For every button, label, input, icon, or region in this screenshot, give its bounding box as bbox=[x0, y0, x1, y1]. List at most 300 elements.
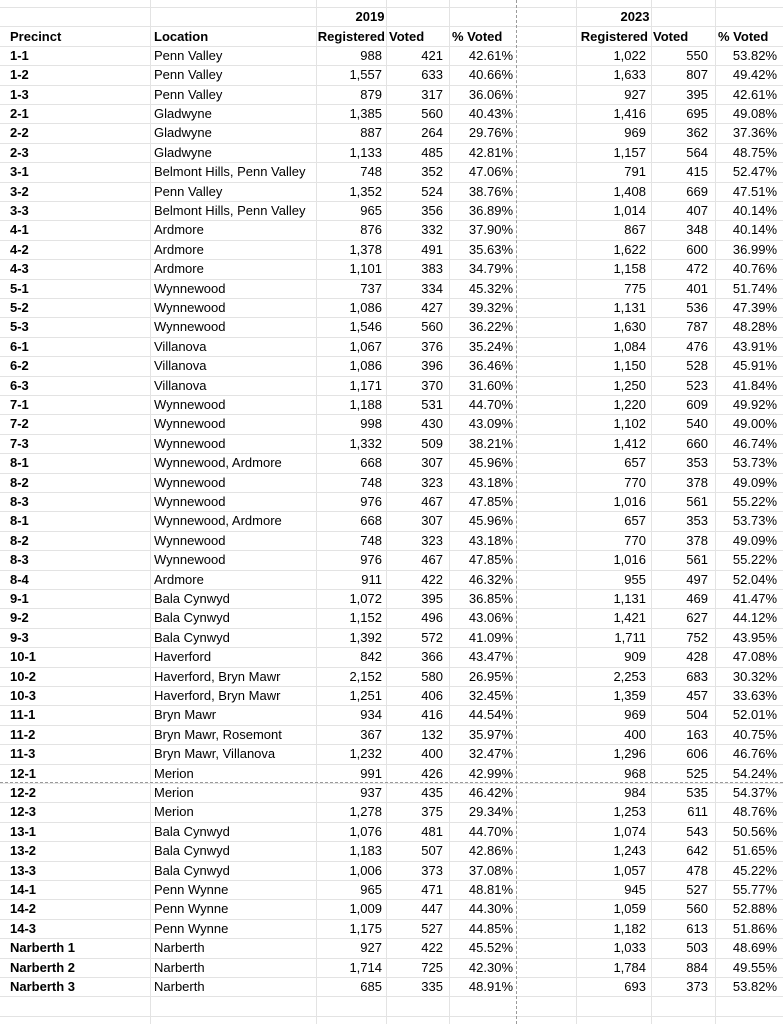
location-cell[interactable]: Narberth bbox=[154, 940, 205, 956]
location-cell[interactable]: Ardmore bbox=[154, 261, 204, 277]
location-cell[interactable]: Belmont Hills, Penn Valley bbox=[154, 203, 306, 218]
voted-2023-cell[interactable]: 613 bbox=[686, 920, 708, 936]
voted-2023-cell[interactable]: 378 bbox=[686, 532, 708, 548]
registered-2019-cell[interactable]: 1,086 bbox=[349, 358, 382, 374]
pct-2019-cell[interactable]: 42.86% bbox=[468, 843, 513, 859]
location-cell[interactable]: Wynnewood bbox=[154, 416, 226, 432]
location-cell[interactable]: Haverford, Bryn Mawr bbox=[154, 688, 281, 703]
registered-2019-cell[interactable]: 1,006 bbox=[349, 862, 382, 878]
location-cell[interactable]: Bala Cynwyd bbox=[154, 591, 230, 606]
pct-2023-cell[interactable]: 48.69% bbox=[732, 940, 777, 956]
pct-2019-cell[interactable]: 43.06% bbox=[468, 610, 513, 626]
registered-2023-cell[interactable]: 775 bbox=[624, 280, 646, 296]
voted-2019-cell[interactable]: 430 bbox=[421, 416, 443, 432]
registered-2019-cell[interactable]: 879 bbox=[360, 86, 382, 102]
precinct-cell[interactable]: 12-1 bbox=[10, 765, 37, 781]
registered-2023-cell[interactable]: 1,074 bbox=[613, 823, 646, 839]
registered-2019-cell[interactable]: 842 bbox=[360, 649, 382, 665]
registered-2019-cell[interactable]: 1,332 bbox=[349, 435, 382, 451]
registered-2019-cell[interactable]: 748 bbox=[360, 164, 382, 180]
voted-2019-cell[interactable]: 307 bbox=[421, 513, 443, 529]
voted-2023-cell[interactable]: 472 bbox=[686, 261, 708, 277]
header-registered-2023[interactable]: Registered bbox=[580, 28, 648, 44]
voted-2019-cell[interactable]: 406 bbox=[421, 688, 443, 703]
registered-2023-cell[interactable]: 969 bbox=[624, 125, 646, 141]
voted-2019-cell[interactable]: 323 bbox=[421, 532, 443, 548]
voted-2019-cell[interactable]: 307 bbox=[421, 455, 443, 471]
location-cell[interactable]: Villanova bbox=[154, 358, 207, 374]
precinct-cell[interactable]: 8-1 bbox=[10, 513, 29, 529]
registered-2023-cell[interactable]: 909 bbox=[624, 649, 646, 665]
registered-2019-cell[interactable]: 1,072 bbox=[349, 591, 382, 606]
pct-2023-cell[interactable]: 50.56% bbox=[732, 823, 777, 839]
precinct-cell[interactable]: 1-1 bbox=[10, 47, 29, 63]
location-cell[interactable]: Ardmore bbox=[154, 222, 204, 238]
location-cell[interactable]: Gladwyne bbox=[154, 106, 212, 121]
header-location[interactable]: Location bbox=[154, 28, 209, 44]
precinct-cell[interactable]: 13-1 bbox=[10, 823, 37, 839]
voted-2023-cell[interactable]: 627 bbox=[686, 610, 708, 626]
pct-2019-cell[interactable]: 42.30% bbox=[468, 959, 513, 975]
registered-2019-cell[interactable]: 1,086 bbox=[349, 300, 382, 315]
voted-2019-cell[interactable]: 725 bbox=[421, 959, 443, 975]
pct-2019-cell[interactable]: 46.42% bbox=[468, 785, 513, 800]
registered-2019-cell[interactable]: 668 bbox=[360, 455, 382, 471]
registered-2023-cell[interactable]: 1,022 bbox=[613, 47, 646, 63]
header-voted-2019[interactable]: Voted bbox=[389, 28, 425, 44]
registered-2019-cell[interactable]: 1,133 bbox=[349, 144, 382, 160]
voted-2023-cell[interactable]: 353 bbox=[686, 513, 708, 529]
voted-2023-cell[interactable]: 476 bbox=[686, 338, 708, 354]
pct-2023-cell[interactable]: 55.77% bbox=[732, 882, 777, 897]
voted-2019-cell[interactable]: 366 bbox=[421, 649, 443, 665]
registered-2019-cell[interactable]: 1,152 bbox=[349, 610, 382, 626]
pct-2023-cell[interactable]: 55.22% bbox=[732, 552, 777, 568]
location-cell[interactable]: Merion bbox=[154, 765, 194, 781]
registered-2023-cell[interactable]: 1,711 bbox=[614, 629, 646, 645]
pct-2023-cell[interactable]: 43.91% bbox=[732, 338, 777, 354]
registered-2023-cell[interactable]: 927 bbox=[624, 86, 646, 102]
voted-2023-cell[interactable]: 669 bbox=[686, 183, 708, 199]
voted-2023-cell[interactable]: 469 bbox=[686, 591, 708, 606]
pct-2019-cell[interactable]: 38.76% bbox=[468, 183, 513, 199]
voted-2023-cell[interactable]: 415 bbox=[686, 164, 708, 180]
voted-2023-cell[interactable]: 660 bbox=[686, 435, 708, 451]
registered-2023-cell[interactable]: 867 bbox=[624, 222, 646, 238]
precinct-cell[interactable]: Narberth 3 bbox=[10, 979, 76, 994]
precinct-cell[interactable]: 4-1 bbox=[10, 222, 29, 238]
voted-2019-cell[interactable]: 527 bbox=[421, 920, 443, 936]
registered-2019-cell[interactable]: 685 bbox=[360, 979, 382, 994]
voted-2023-cell[interactable]: 528 bbox=[686, 358, 708, 374]
pct-2023-cell[interactable]: 49.09% bbox=[732, 532, 777, 548]
header-pct-2019[interactable]: % Voted bbox=[452, 28, 503, 44]
voted-2023-cell[interactable]: 401 bbox=[686, 280, 708, 296]
registered-2023-cell[interactable]: 400 bbox=[624, 726, 646, 742]
precinct-cell[interactable]: 3-1 bbox=[10, 164, 29, 180]
year-2019[interactable]: 2019 bbox=[355, 9, 385, 24]
pct-2023-cell[interactable]: 45.91% bbox=[732, 358, 777, 374]
precinct-cell[interactable]: 9-1 bbox=[10, 591, 29, 606]
precinct-cell[interactable]: 11-3 bbox=[10, 746, 36, 762]
pct-2023-cell[interactable]: 49.09% bbox=[732, 474, 777, 490]
pct-2023-cell[interactable]: 36.99% bbox=[732, 241, 777, 257]
voted-2023-cell[interactable]: 543 bbox=[686, 823, 708, 839]
voted-2019-cell[interactable]: 427 bbox=[421, 300, 443, 315]
location-cell[interactable]: Narberth bbox=[154, 959, 205, 975]
voted-2023-cell[interactable]: 642 bbox=[686, 843, 708, 859]
location-cell[interactable]: Wynnewood, Ardmore bbox=[154, 455, 282, 471]
precinct-cell[interactable]: 14-3 bbox=[10, 920, 37, 936]
registered-2023-cell[interactable]: 1,059 bbox=[613, 901, 646, 917]
registered-2023-cell[interactable]: 1,250 bbox=[613, 377, 646, 393]
registered-2023-cell[interactable]: 945 bbox=[624, 882, 646, 897]
pct-2019-cell[interactable]: 36.85% bbox=[468, 591, 513, 606]
location-cell[interactable]: Bryn Mawr, Rosemont bbox=[154, 726, 282, 742]
voted-2023-cell[interactable]: 497 bbox=[686, 571, 708, 587]
voted-2019-cell[interactable]: 422 bbox=[421, 571, 443, 587]
registered-2023-cell[interactable]: 1,412 bbox=[613, 435, 646, 451]
precinct-cell[interactable]: 8-3 bbox=[10, 552, 29, 568]
pct-2019-cell[interactable]: 47.06% bbox=[468, 164, 513, 180]
voted-2019-cell[interactable]: 332 bbox=[421, 222, 443, 238]
voted-2023-cell[interactable]: 523 bbox=[686, 377, 708, 393]
registered-2019-cell[interactable]: 1,557 bbox=[349, 67, 382, 83]
precinct-cell[interactable]: 3-3 bbox=[10, 203, 29, 218]
voted-2023-cell[interactable]: 525 bbox=[686, 765, 708, 781]
voted-2023-cell[interactable]: 407 bbox=[686, 203, 708, 218]
registered-2023-cell[interactable]: 1,416 bbox=[613, 106, 646, 121]
pct-2023-cell[interactable]: 33.63% bbox=[732, 688, 777, 703]
voted-2019-cell[interactable]: 481 bbox=[421, 823, 443, 839]
pct-2023-cell[interactable]: 40.76% bbox=[732, 261, 777, 277]
voted-2019-cell[interactable]: 356 bbox=[421, 203, 443, 218]
precinct-cell[interactable]: 8-4 bbox=[10, 571, 29, 587]
registered-2023-cell[interactable]: 657 bbox=[624, 513, 646, 529]
pct-2019-cell[interactable]: 32.47% bbox=[468, 746, 513, 762]
pct-2019-cell[interactable]: 46.32% bbox=[468, 571, 513, 587]
voted-2023-cell[interactable]: 611 bbox=[687, 804, 708, 820]
voted-2019-cell[interactable]: 375 bbox=[421, 804, 443, 820]
voted-2019-cell[interactable]: 471 bbox=[421, 882, 443, 897]
pct-2019-cell[interactable]: 35.97% bbox=[468, 726, 513, 742]
precinct-cell[interactable]: 5-1 bbox=[10, 280, 29, 296]
registered-2019-cell[interactable]: 934 bbox=[360, 707, 382, 723]
pct-2019-cell[interactable]: 47.85% bbox=[468, 552, 513, 568]
voted-2019-cell[interactable]: 496 bbox=[421, 610, 443, 626]
pct-2023-cell[interactable]: 52.04% bbox=[732, 571, 777, 587]
voted-2023-cell[interactable]: 600 bbox=[686, 241, 708, 257]
location-cell[interactable]: Wynnewood, Ardmore bbox=[154, 513, 282, 529]
registered-2023-cell[interactable]: 1,253 bbox=[613, 804, 646, 820]
pct-2019-cell[interactable]: 36.89% bbox=[468, 203, 513, 218]
pct-2019-cell[interactable]: 45.96% bbox=[468, 455, 513, 471]
precinct-cell[interactable]: 13-3 bbox=[10, 862, 37, 878]
pct-2019-cell[interactable]: 45.32% bbox=[468, 280, 513, 296]
pct-2019-cell[interactable]: 42.99% bbox=[468, 765, 513, 781]
pct-2019-cell[interactable]: 45.96% bbox=[468, 513, 513, 529]
pct-2019-cell[interactable]: 40.43% bbox=[468, 106, 513, 121]
voted-2023-cell[interactable]: 373 bbox=[686, 979, 708, 994]
voted-2019-cell[interactable]: 560 bbox=[421, 106, 443, 121]
voted-2023-cell[interactable]: 503 bbox=[686, 940, 708, 956]
voted-2023-cell[interactable]: 457 bbox=[686, 688, 708, 703]
pct-2023-cell[interactable]: 49.55% bbox=[732, 959, 777, 975]
pct-2023-cell[interactable]: 40.14% bbox=[732, 203, 777, 218]
registered-2019-cell[interactable]: 1,385 bbox=[349, 106, 382, 121]
registered-2019-cell[interactable]: 2,152 bbox=[349, 668, 382, 684]
precinct-cell[interactable]: 12-2 bbox=[10, 785, 37, 800]
registered-2019-cell[interactable]: 737 bbox=[360, 280, 382, 296]
pct-2019-cell[interactable]: 44.70% bbox=[468, 823, 513, 839]
voted-2019-cell[interactable]: 416 bbox=[421, 707, 443, 723]
location-cell[interactable]: Bala Cynwyd bbox=[154, 823, 230, 839]
registered-2023-cell[interactable]: 984 bbox=[624, 785, 646, 800]
header-precinct[interactable]: Precinct bbox=[10, 28, 62, 44]
registered-2019-cell[interactable]: 668 bbox=[360, 513, 382, 529]
registered-2019-cell[interactable]: 998 bbox=[360, 416, 382, 432]
registered-2019-cell[interactable]: 1,392 bbox=[349, 629, 382, 645]
voted-2023-cell[interactable]: 536 bbox=[686, 300, 708, 315]
voted-2019-cell[interactable]: 373 bbox=[421, 862, 443, 878]
pct-2023-cell[interactable]: 53.73% bbox=[732, 455, 777, 471]
precinct-cell[interactable]: 1-2 bbox=[10, 67, 29, 83]
pct-2023-cell[interactable]: 41.84% bbox=[732, 377, 777, 393]
registered-2023-cell[interactable]: 1,359 bbox=[613, 688, 646, 703]
voted-2023-cell[interactable]: 884 bbox=[686, 959, 708, 975]
location-cell[interactable]: Wynnewood bbox=[154, 494, 226, 509]
pct-2019-cell[interactable]: 29.34% bbox=[468, 804, 513, 820]
precinct-cell[interactable]: 9-2 bbox=[10, 610, 29, 626]
pct-2023-cell[interactable]: 52.47% bbox=[732, 164, 777, 180]
pct-2019-cell[interactable]: 48.91% bbox=[468, 979, 513, 994]
registered-2023-cell[interactable]: 770 bbox=[624, 474, 646, 490]
voted-2023-cell[interactable]: 378 bbox=[686, 474, 708, 490]
voted-2019-cell[interactable]: 633 bbox=[421, 67, 443, 83]
registered-2023-cell[interactable]: 1,421 bbox=[613, 610, 646, 626]
pct-2019-cell[interactable]: 31.60% bbox=[468, 377, 513, 393]
registered-2023-cell[interactable]: 1,296 bbox=[613, 746, 646, 762]
pct-2019-cell[interactable]: 37.90% bbox=[468, 222, 513, 238]
pct-2023-cell[interactable]: 49.00% bbox=[732, 416, 777, 432]
header-registered-2019[interactable]: Registered bbox=[317, 28, 385, 44]
registered-2019-cell[interactable]: 367 bbox=[360, 726, 382, 742]
pct-2019-cell[interactable]: 41.09% bbox=[468, 629, 513, 645]
pct-2019-cell[interactable]: 38.21% bbox=[468, 435, 513, 451]
location-cell[interactable]: Merion bbox=[154, 804, 194, 820]
voted-2023-cell[interactable]: 807 bbox=[686, 67, 708, 83]
registered-2019-cell[interactable]: 887 bbox=[360, 125, 382, 141]
pct-2023-cell[interactable]: 42.61% bbox=[732, 86, 777, 102]
voted-2019-cell[interactable]: 507 bbox=[421, 843, 443, 859]
location-cell[interactable]: Haverford, Bryn Mawr bbox=[154, 668, 281, 684]
pct-2019-cell[interactable]: 39.32% bbox=[468, 300, 513, 315]
location-cell[interactable]: Bala Cynwyd bbox=[154, 629, 230, 645]
pct-2023-cell[interactable]: 52.88% bbox=[732, 901, 777, 917]
voted-2023-cell[interactable]: 787 bbox=[686, 319, 708, 335]
voted-2019-cell[interactable]: 422 bbox=[421, 940, 443, 956]
pct-2023-cell[interactable]: 54.24% bbox=[732, 765, 777, 781]
registered-2023-cell[interactable]: 1,243 bbox=[613, 843, 646, 859]
voted-2019-cell[interactable]: 421 bbox=[421, 47, 443, 63]
location-cell[interactable]: Penn Valley bbox=[154, 183, 223, 199]
pct-2023-cell[interactable]: 48.28% bbox=[732, 319, 777, 335]
voted-2023-cell[interactable]: 561 bbox=[686, 494, 708, 509]
registered-2019-cell[interactable]: 976 bbox=[360, 494, 382, 509]
voted-2019-cell[interactable]: 435 bbox=[421, 785, 443, 800]
voted-2023-cell[interactable]: 695 bbox=[686, 106, 708, 121]
year-2023[interactable]: 2023 bbox=[620, 9, 650, 24]
precinct-cell[interactable]: 8-3 bbox=[10, 494, 29, 509]
voted-2019-cell[interactable]: 376 bbox=[421, 338, 443, 354]
voted-2023-cell[interactable]: 550 bbox=[686, 47, 708, 63]
voted-2023-cell[interactable]: 540 bbox=[686, 416, 708, 432]
location-cell[interactable]: Wynnewood bbox=[154, 280, 226, 296]
location-cell[interactable]: Bala Cynwyd bbox=[154, 843, 230, 859]
registered-2019-cell[interactable]: 1,076 bbox=[349, 823, 382, 839]
voted-2019-cell[interactable]: 317 bbox=[421, 86, 443, 102]
registered-2019-cell[interactable]: 1,183 bbox=[349, 843, 382, 859]
voted-2023-cell[interactable]: 395 bbox=[686, 86, 708, 102]
registered-2023-cell[interactable]: 1,150 bbox=[613, 358, 646, 374]
pct-2019-cell[interactable]: 43.18% bbox=[468, 532, 513, 548]
header-pct-2023[interactable]: % Voted bbox=[718, 28, 769, 44]
registered-2023-cell[interactable]: 1,182 bbox=[613, 920, 646, 936]
registered-2019-cell[interactable]: 1,101 bbox=[349, 261, 382, 277]
precinct-cell[interactable]: Narberth 1 bbox=[10, 940, 76, 956]
location-cell[interactable]: Villanova bbox=[154, 338, 207, 354]
registered-2023-cell[interactable]: 1,784 bbox=[613, 959, 646, 975]
voted-2023-cell[interactable]: 527 bbox=[686, 882, 708, 897]
voted-2019-cell[interactable]: 400 bbox=[421, 746, 443, 762]
voted-2023-cell[interactable]: 752 bbox=[686, 629, 708, 645]
pct-2023-cell[interactable]: 46.74% bbox=[732, 435, 777, 451]
registered-2023-cell[interactable]: 1,016 bbox=[613, 552, 646, 568]
location-cell[interactable]: Ardmore bbox=[154, 571, 204, 587]
registered-2019-cell[interactable]: 1,378 bbox=[349, 241, 382, 257]
registered-2019-cell[interactable]: 1,546 bbox=[349, 319, 382, 335]
location-cell[interactable]: Penn Wynne bbox=[154, 882, 229, 897]
pct-2023-cell[interactable]: 45.22% bbox=[732, 862, 777, 878]
pct-2023-cell[interactable]: 41.47% bbox=[732, 591, 777, 606]
registered-2019-cell[interactable]: 1,278 bbox=[349, 804, 382, 820]
registered-2023-cell[interactable]: 1,014 bbox=[613, 203, 646, 218]
pct-2023-cell[interactable]: 53.82% bbox=[732, 979, 777, 994]
registered-2019-cell[interactable]: 1,232 bbox=[349, 746, 382, 762]
registered-2023-cell[interactable]: 1,408 bbox=[613, 183, 646, 199]
registered-2019-cell[interactable]: 988 bbox=[360, 47, 382, 63]
voted-2019-cell[interactable]: 335 bbox=[421, 979, 443, 994]
location-cell[interactable]: Wynnewood bbox=[154, 397, 226, 412]
pct-2019-cell[interactable]: 35.24% bbox=[468, 338, 513, 354]
voted-2019-cell[interactable]: 370 bbox=[421, 377, 443, 393]
voted-2023-cell[interactable]: 609 bbox=[686, 397, 708, 412]
location-cell[interactable]: Penn Valley bbox=[154, 47, 223, 63]
precinct-cell[interactable]: 14-2 bbox=[10, 901, 37, 917]
voted-2023-cell[interactable]: 428 bbox=[686, 649, 708, 665]
precinct-cell[interactable]: 2-3 bbox=[10, 144, 29, 160]
pct-2019-cell[interactable]: 36.06% bbox=[468, 86, 513, 102]
registered-2023-cell[interactable]: 1,102 bbox=[613, 416, 646, 432]
precinct-cell[interactable]: 8-2 bbox=[10, 474, 29, 490]
location-cell[interactable]: Belmont Hills, Penn Valley bbox=[154, 164, 306, 180]
voted-2023-cell[interactable]: 564 bbox=[686, 144, 708, 160]
registered-2019-cell[interactable]: 1,188 bbox=[349, 397, 382, 412]
voted-2023-cell[interactable]: 606 bbox=[686, 746, 708, 762]
precinct-cell[interactable]: 11-1 bbox=[10, 707, 36, 723]
precinct-cell[interactable]: 6-3 bbox=[10, 377, 29, 393]
voted-2019-cell[interactable]: 352 bbox=[421, 164, 443, 180]
pct-2023-cell[interactable]: 46.76% bbox=[732, 746, 777, 762]
registered-2023-cell[interactable]: 1,622 bbox=[613, 241, 646, 257]
registered-2019-cell[interactable]: 1,251 bbox=[349, 688, 382, 703]
pct-2023-cell[interactable]: 49.42% bbox=[732, 67, 777, 83]
registered-2019-cell[interactable]: 1,175 bbox=[349, 920, 382, 936]
pct-2019-cell[interactable]: 32.45% bbox=[468, 688, 513, 703]
precinct-cell[interactable]: 2-2 bbox=[10, 125, 29, 141]
voted-2023-cell[interactable]: 348 bbox=[686, 222, 708, 238]
precinct-cell[interactable]: 4-3 bbox=[10, 261, 29, 277]
registered-2019-cell[interactable]: 748 bbox=[360, 532, 382, 548]
precinct-cell[interactable]: 11-2 bbox=[10, 726, 36, 742]
precinct-cell[interactable]: 10-2 bbox=[10, 668, 37, 684]
location-cell[interactable]: Gladwyne bbox=[154, 125, 212, 141]
location-cell[interactable]: Narberth bbox=[154, 979, 205, 994]
registered-2023-cell[interactable]: 1,158 bbox=[613, 261, 646, 277]
pct-2023-cell[interactable]: 53.73% bbox=[732, 513, 777, 529]
registered-2023-cell[interactable]: 791 bbox=[624, 164, 646, 180]
registered-2019-cell[interactable]: 1,352 bbox=[349, 183, 382, 199]
pct-2019-cell[interactable]: 44.85% bbox=[468, 920, 513, 936]
pct-2023-cell[interactable]: 51.74% bbox=[732, 280, 777, 296]
pct-2019-cell[interactable]: 44.30% bbox=[468, 901, 513, 917]
pct-2019-cell[interactable]: 47.85% bbox=[468, 494, 513, 509]
location-cell[interactable]: Penn Wynne bbox=[154, 920, 229, 936]
registered-2023-cell[interactable]: 955 bbox=[624, 571, 646, 587]
pct-2019-cell[interactable]: 37.08% bbox=[468, 862, 513, 878]
voted-2019-cell[interactable]: 580 bbox=[421, 668, 443, 684]
voted-2019-cell[interactable]: 560 bbox=[421, 319, 443, 335]
precinct-cell[interactable]: 4-2 bbox=[10, 241, 29, 257]
registered-2019-cell[interactable]: 911 bbox=[361, 571, 382, 587]
registered-2023-cell[interactable]: 1,057 bbox=[613, 862, 646, 878]
voted-2023-cell[interactable]: 683 bbox=[686, 668, 708, 684]
registered-2019-cell[interactable]: 937 bbox=[360, 785, 382, 800]
pct-2019-cell[interactable]: 34.79% bbox=[468, 261, 513, 277]
voted-2019-cell[interactable]: 395 bbox=[421, 591, 443, 606]
pct-2019-cell[interactable]: 26.95% bbox=[468, 668, 513, 684]
precinct-cell[interactable]: 7-1 bbox=[10, 397, 29, 412]
precinct-cell[interactable]: 10-3 bbox=[10, 688, 37, 703]
registered-2023-cell[interactable]: 969 bbox=[624, 707, 646, 723]
pct-2023-cell[interactable]: 53.82% bbox=[732, 47, 777, 63]
voted-2019-cell[interactable]: 485 bbox=[421, 144, 443, 160]
location-cell[interactable]: Wynnewood bbox=[154, 474, 226, 490]
registered-2019-cell[interactable]: 748 bbox=[360, 474, 382, 490]
registered-2023-cell[interactable]: 770 bbox=[624, 532, 646, 548]
location-cell[interactable]: Bala Cynwyd bbox=[154, 862, 230, 878]
location-cell[interactable]: Wynnewood bbox=[154, 319, 226, 335]
registered-2019-cell[interactable]: 927 bbox=[360, 940, 382, 956]
pct-2023-cell[interactable]: 48.75% bbox=[732, 144, 777, 160]
voted-2019-cell[interactable]: 467 bbox=[421, 552, 443, 568]
registered-2019-cell[interactable]: 876 bbox=[360, 222, 382, 238]
pct-2019-cell[interactable]: 35.63% bbox=[468, 241, 513, 257]
location-cell[interactable]: Bryn Mawr bbox=[154, 707, 217, 723]
precinct-cell[interactable]: 12-3 bbox=[10, 804, 37, 820]
pct-2023-cell[interactable]: 47.39% bbox=[732, 300, 777, 315]
precinct-cell[interactable]: 3-2 bbox=[10, 183, 29, 199]
